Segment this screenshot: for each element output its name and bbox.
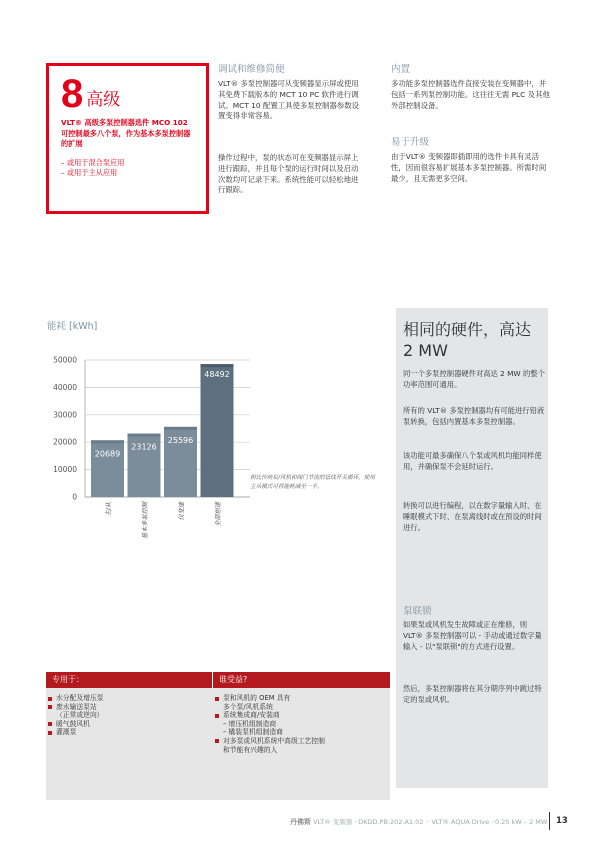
bar-top [201, 364, 234, 367]
bar-value-label: 25596 [167, 435, 194, 445]
footer [290, 817, 547, 827]
bar-value-label: 23126 [131, 442, 157, 452]
x-tick-label: 全部恒速 [215, 502, 222, 527]
page-divider [549, 812, 550, 830]
panel-para-3: 该功能可最多确保八个泵或风机均能同样使用，并确保泵不会延时运行。 [403, 451, 542, 471]
level-label: 高级 [86, 90, 121, 110]
panel-para-2: 所有的 VLT® 多泵控制器均有可能进行铅液泵转换，包括内置基本多泵控制器。 [403, 406, 545, 426]
commissioning-para-2: 操作过程中，泵的状态可在变频器显示屏上进行跟踪，并且每个泵的运行时间以及启动次数均可记录下来。系统性能可以轻松地进行跟踪。 [218, 153, 359, 195]
y-tick-label: 0 [72, 492, 77, 502]
list-item: 和节能有兴趣的人 [223, 745, 278, 754]
y-tick-label: 30000 [53, 410, 77, 420]
bar-top [164, 427, 197, 430]
table-header [46, 672, 390, 688]
panel-title: 相同的硬件，高达 2 MW [403, 320, 532, 360]
level-box [46, 63, 209, 214]
footer-brand: 丹佛斯 [290, 818, 311, 826]
chart-annotation: 相比传统泵/风机和阀门节流的管线开关循环，使用主从模式可将能耗减至一半。 [250, 475, 375, 490]
applications-table [46, 672, 390, 800]
table-header-left: 专用于： [52, 675, 84, 684]
list-item: 水分配及增压泵 [46, 694, 213, 703]
list-item: 对多泵或风机系统中高级工艺控制 [213, 737, 390, 746]
chart-title: 能耗 [kWh] [47, 321, 98, 332]
list-item: – 增压机组制造商 [223, 719, 277, 728]
list-item: 多个泵/风机系统 [223, 702, 273, 711]
footer-text: VLT® 变频器 ◦DKDD.PB.202.A1.02 ◦ VLT® AQUA Drive ◦0.25 kW – 2 MW [313, 818, 548, 826]
list-item: 泵和风机的 OEM 具有 [213, 694, 390, 703]
table-left-list [46, 694, 213, 800]
x-tick-label: 基本多泵控制 [142, 502, 149, 540]
interlock-heading: 泵联锁 [403, 606, 432, 617]
list-item: （正常或逆向） [56, 711, 104, 720]
level-number: 8 [61, 72, 84, 116]
bar-top [128, 434, 161, 437]
builtin-heading: 内置 [391, 64, 411, 75]
panel-para-4: 转换可以进行编程，以在数字量输入时、在睡眠模式下时、在泵离线时或在预设的时间进行。 [403, 501, 542, 532]
panel-para-6: 然后，多泵控制器将在其分期序列中跳过特定的泵或风机。 [403, 684, 542, 704]
table-header-right: 谁受益? [219, 675, 248, 684]
commissioning-heading: 调试和维修简便 [218, 64, 285, 75]
bar-top [91, 440, 124, 443]
list-item: 系统集成商/安装商 [213, 711, 390, 720]
x-tick-label: 主/从 [105, 502, 113, 517]
upgrade-para: 由于VLT® 变频器即插即用的选件卡具有灵活性，因而很容易扩展基本多泵控制器。所需时间最少，且无需更多空间。 [391, 152, 547, 183]
panel-para-1: 同一个多泵控制器硬件对高达 2 MW 的整个功率范围可通用。 [403, 369, 545, 389]
list-item: 废水输送泵站 [46, 703, 213, 712]
energy-chart [40, 345, 255, 545]
y-tick-label: 20000 [53, 437, 77, 447]
list-item: 暖气鼓风机 [46, 720, 213, 729]
level-bullet: – 或用于主从应用 [61, 168, 118, 177]
table-right-list [213, 694, 390, 800]
level-bullets [61, 158, 196, 179]
bar-value-label: 20689 [94, 449, 121, 459]
page-number: 13 [556, 816, 568, 826]
upgrade-heading: 易于升级 [391, 137, 430, 148]
builtin-para: 多功能多泵控制器选件直接安装在变频器中，并包括一系列泵控制功能。这往往无需 PLC 及其他外部控制设备。 [391, 79, 550, 110]
y-tick-label: 10000 [53, 465, 77, 475]
y-tick-label: 50000 [53, 355, 77, 365]
table-body [46, 688, 390, 800]
list-item: – 橇装泵机组制造商 [223, 728, 283, 737]
commissioning-para-1: VLT® 多泵控制器可从变频器显示屏或使用其免费下载版本的 MCT 10 PC 软件进行调试。MCT 10 配置工具使多泵控制器参数设置变得非常容易。 [218, 79, 360, 121]
level-description: VLT® 高级多泵控制器选件 MCO 102 可控制最多八个泵，作为基本多泵控制器的扩展 [61, 118, 191, 148]
level-bullet: – 或用于混合泵应用 [61, 157, 125, 167]
panel-para-5: 如果泵或风机发生故障或正在维修，则 VLT® 多泵控制器可以 - 手动或通过数字量输入 - 以"泵联锁"的方式进行设置。 [403, 620, 542, 651]
bar-value-label: 48492 [204, 370, 230, 380]
bar [201, 364, 234, 497]
x-tick-label: 仅变速 [178, 502, 186, 521]
y-tick-label: 40000 [53, 382, 77, 392]
list-item: 灌溉泵 [46, 728, 213, 737]
